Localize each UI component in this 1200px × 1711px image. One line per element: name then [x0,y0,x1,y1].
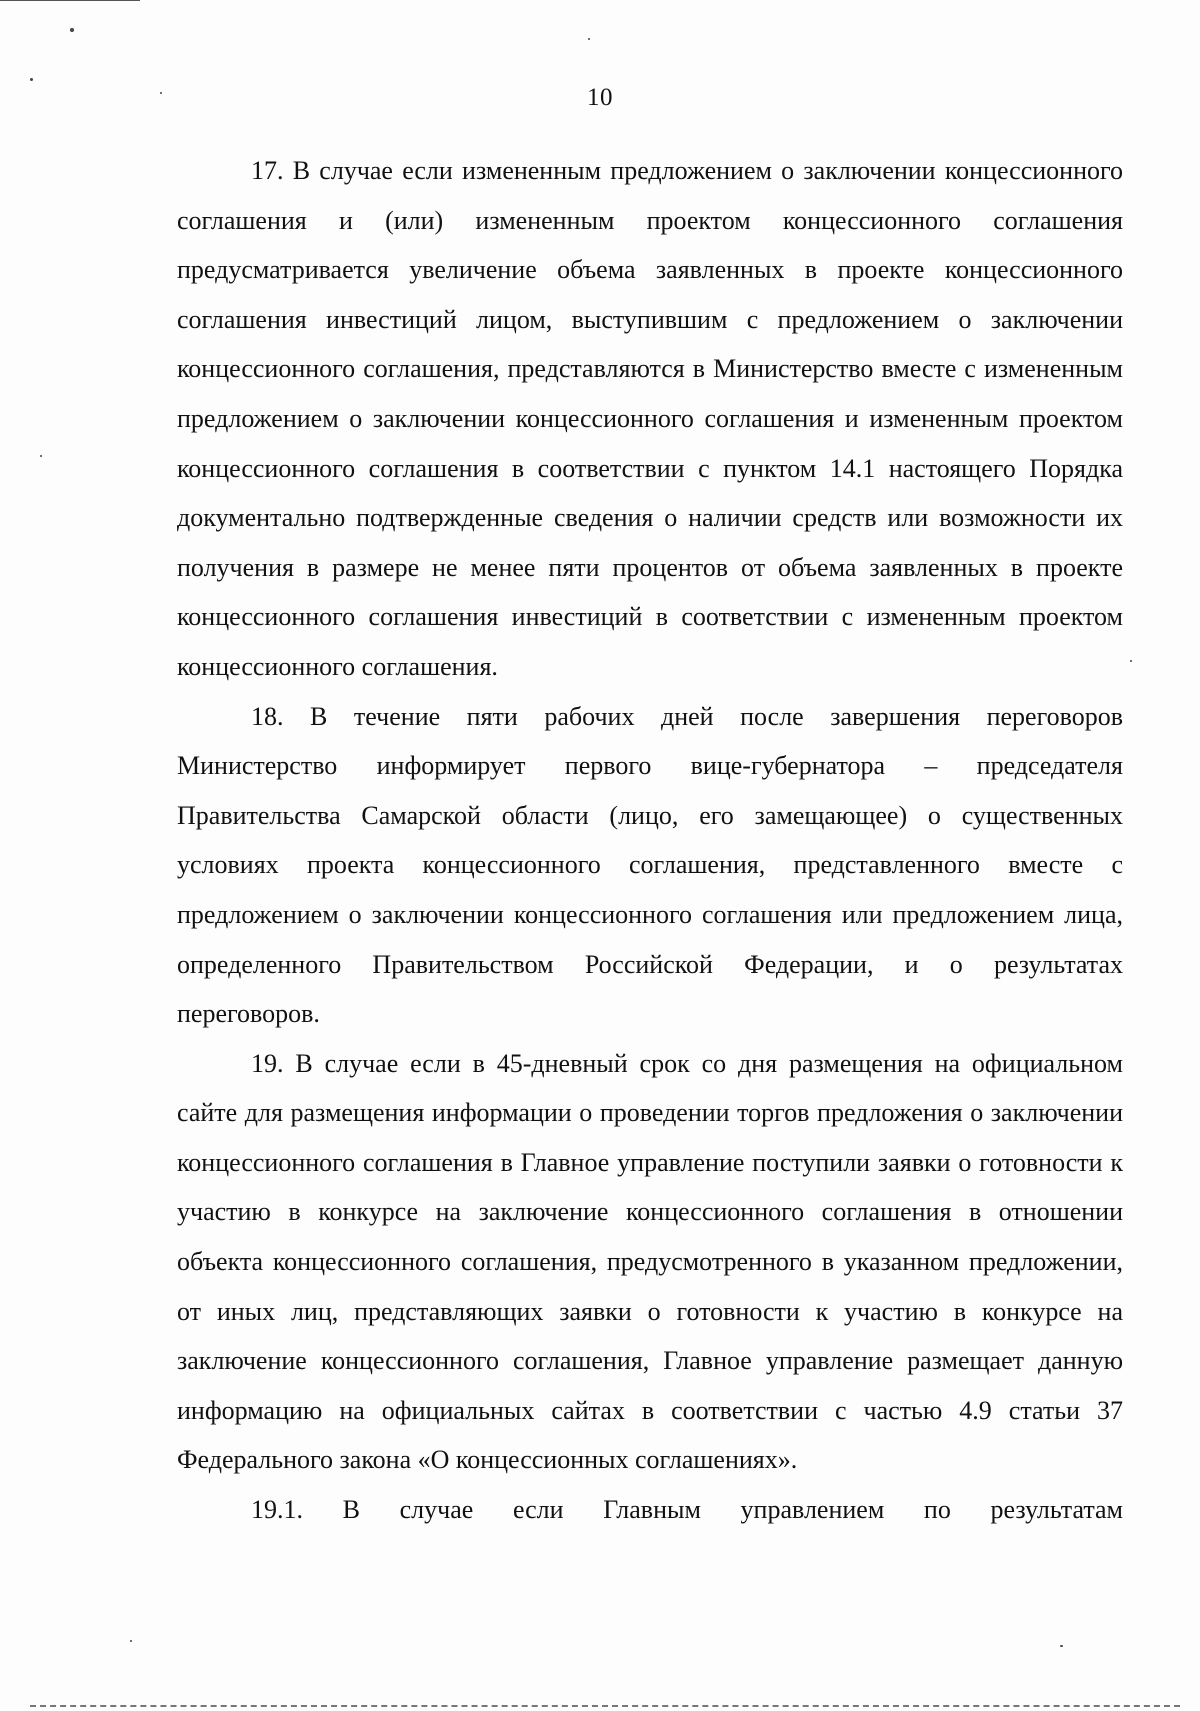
paragraph-17: 17. В случае если измененным предложением о заключении концессионного соглашения и (или) измененным проектом концессионного соглашения предусматривается увеличение объема заявленных в проекте концессионного соглашения инвестиций лицом, выступившим с предложением о заключении концессионного соглашения, представляются в Министерство вместе с измененным предложением о заключении концессионного соглашения и измененным проектом концессионного соглашения в соответствии с пунктом 14.1 настоящего Порядка документально подтвержденные сведения о наличии средств или возможности их получения в размере не менее пяти процентов от объема заявленных в проекте концессионного соглашения инвестиций в соответствии с измененным проектом концессионного соглашения. [177,156,1123,681]
paragraph-19: 19. В случае если в 45-дневный срок со дня размещения на официальном сайте для размещения информации о проведении торгов предложения о заключении концессионного соглашения в Главное управление поступили заявки о готовности к участию в конкурсе на заключение концессионного соглашения в отношении объекта концессионного соглашения, предусмотренного в указанном предложении, от иных лиц, представляющих заявки о готовности к участию в конкурсе на заключение концессионного соглашения, Главное управление размещает данную информацию на официальных сайтах в соответствии с частью 4.9 статьи 37 Федерального закона «О концессионных соглашениях». [177,1048,1123,1475]
scan-speck [130,1640,132,1642]
scan-speck [30,78,33,81]
document-body [177,146,1123,1535]
scan-speck [70,28,74,32]
scan-speck [588,38,590,40]
bottom-edge-rule [30,1705,1180,1707]
scan-speck [40,455,42,457]
top-edge-rule [0,0,140,1]
paragraph-18: 18. В течение пяти рабочих дней после завершения переговоров Министерство информирует первого вице-губернатора – председателя Правительства Самарской области (лицо, его замещающее) о существенных условиях проекта концессионного соглашения, представленного вместе с предложением о заключении концессионного соглашения или предложением лица, определенного Правительством Российской Федерации, и о результатах переговоров. [177,701,1123,1029]
page-number: 10 [587,84,613,111]
scan-speck [1060,1645,1063,1647]
paragraph-19-1: 19.1. В случае если Главным управлением по результатам [251,1495,1123,1525]
scan-speck [160,92,162,94]
scan-speck [1130,660,1132,662]
